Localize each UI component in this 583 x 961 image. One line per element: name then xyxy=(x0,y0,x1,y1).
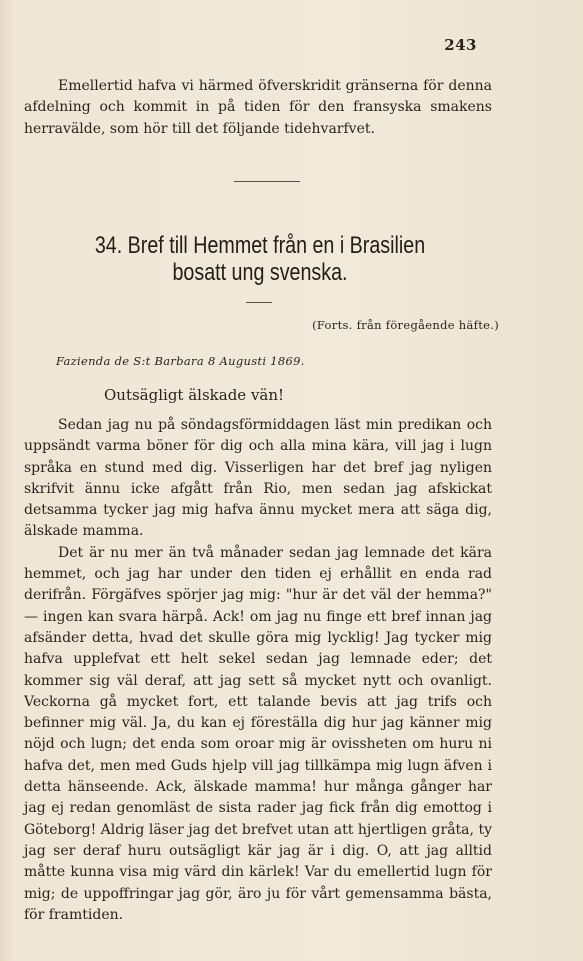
intro-paragraph: Emellertid hafva vi härmed öfverskridit gränserna för denna afdelning och kommit in på tiden för den fransyska smakens herravälde, som hör till det följande tidehvarfvet. xyxy=(24,78,492,137)
letter-body xyxy=(24,415,492,926)
chapter-heading: 34. Bref till Hemmet från en i Brasilien bosatt ung svenska. xyxy=(94,232,426,286)
body-paragraph-1: Sedan jag nu på söndagsförmiddagen läst min predikan och uppsändt varma böner för dig och alla mina kära, vill jag i lugn språka en stund med dig. Visserligen har det bref jag nyligen skrifvit ännu icke afgått från Rio, men sedan jag afskickat detsamma tycker jag mig hafva ännu mycket mera att säga dig, älskade mamma. xyxy=(24,417,492,540)
letter-dateline: Fazienda de S:t Barbara 8 Augusti 1869. xyxy=(56,354,305,368)
continuation-note: (Forts. från föregående häfte.) xyxy=(312,318,499,332)
section-divider xyxy=(234,181,300,182)
letter-salutation: Outsägligt älskade vän! xyxy=(104,386,285,404)
page-number: 243 xyxy=(444,36,477,54)
intro-section xyxy=(24,76,492,140)
heading-divider xyxy=(246,302,272,303)
body-paragraph-2: Det är nu mer än två månader sedan jag lemnade det kära hemmet, och jag har under den tiden ej erhållit en enda rad derifrån. Förgäfves spörjer jag mig: "hur är det väl der hemma?" — ingen kan svara härpå. Ack! om jag nu finge ett bref innan jag afsänder detta, hvad det skulle göra mig lycklig! Jag tycker mig hafva upplefvat ett helt sekel sedan jag lemnade eder; det kommer sig väl deraf, att jag sett så mycket nytt och ovanligt. Veckorna gå mycket fort, ett talande bevis att jag trifs och befinner mig väl. Ja, du kan ej föreställa dig hur jag känner mig nöjd och lugn; det enda som oroar mig är ovissheten om huru ni hafva det, men med Guds hjelp vill jag tillkämpa mig lugn äfven i detta hänseende. Ack, älskade mamma! hur många gånger har jag ej redan genomläst de sista rader jag fick från dig emottog i Göteborg! Aldrig läser jag det brefvet utan att hjertligen gråta, ty jag ser deraf huru outsägligt kär jag är i dig. O, att jag alltid måtte kunna visa mig värd din kärlek! Var du emellertid lugn för mig; de uppoffringar jag gör, äro ju för vårt gemensamma bästa, för framtiden. xyxy=(24,544,492,923)
